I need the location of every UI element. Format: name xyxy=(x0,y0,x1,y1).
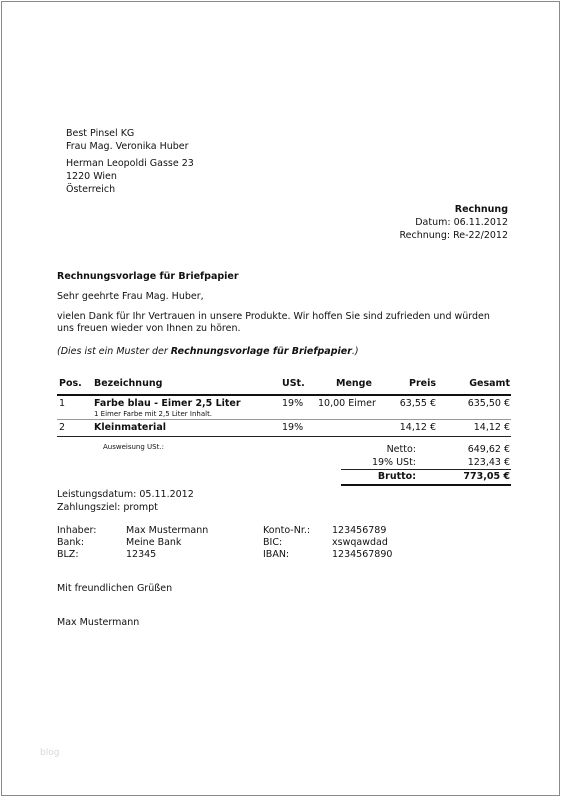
row-sub-description: 1 Eimer Farbe mit 2,5 Liter Inhalt. xyxy=(94,410,213,418)
brutto-double-rule xyxy=(341,484,511,486)
row-bezeichnung: Farbe blau - Eimer 2,5 Liter xyxy=(94,398,241,409)
note-bold: Rechnungsvorlage für Briefpapier xyxy=(170,346,352,357)
col-header-bezeichnung: Bezeichnung xyxy=(94,378,163,389)
row-divider xyxy=(57,419,511,420)
leistungsdatum: Leistungsdatum: 05.11.2012 xyxy=(57,489,194,500)
bic-label: BIC: xyxy=(263,537,283,548)
sender-contact: Frau Mag. Veronika Huber xyxy=(66,141,189,152)
note xyxy=(57,345,359,358)
sender-city: 1220 Wien xyxy=(66,171,117,182)
closing: Mit freundlichen Grüßen xyxy=(57,583,173,594)
ust-label: 19% USt: xyxy=(371,457,416,468)
sender-street: Herman Leopoldi Gasse 23 xyxy=(66,158,194,169)
col-header-preis: Preis xyxy=(408,378,436,389)
subject: Rechnungsvorlage für Briefpapier xyxy=(57,271,239,282)
row-preis: 63,55 € xyxy=(399,398,436,409)
blz-value: 12345 xyxy=(126,549,157,560)
ust-value: 123,43 € xyxy=(467,457,510,468)
invoice-heading: Rechnung xyxy=(454,204,508,215)
row-gesamt: 635,50 € xyxy=(467,398,510,409)
brutto-label: Brutto: xyxy=(377,471,416,482)
col-header-ust: USt. xyxy=(282,378,305,389)
netto-value: 649,62 € xyxy=(467,444,510,455)
sender-country: Österreich xyxy=(66,184,116,195)
row-pos: 1 xyxy=(59,398,66,409)
row-gesamt: 14,12 € xyxy=(473,422,510,433)
table-header-rule xyxy=(57,394,511,396)
iban-value: 1234567890 xyxy=(332,549,393,560)
sender-company: Best Pinsel KG xyxy=(66,128,135,139)
watermark: blog xyxy=(40,748,60,758)
row-bezeichnung: Kleinmaterial xyxy=(94,422,166,433)
ausweisung-label: Ausweisung USt.: xyxy=(103,443,164,451)
row-preis: 14,12 € xyxy=(399,422,436,433)
iban-label: IBAN: xyxy=(263,549,290,560)
bank-label: Bank: xyxy=(57,537,85,548)
row-ust: 19% xyxy=(282,422,304,433)
note-prefix: (Dies ist ein Muster der xyxy=(57,346,171,357)
col-header-menge: Menge xyxy=(336,378,372,389)
body-line-1: vielen Dank für Ihr Vertrauen in unsere Produkte. Wir hoffen Sie sind zufrieden und würden xyxy=(57,311,490,322)
bic-value: xswqawdad xyxy=(332,537,388,548)
invoice-date: Datum: 06.11.2012 xyxy=(415,217,508,228)
row-pos: 2 xyxy=(59,422,66,433)
body-line-2: uns freuen wieder von Ihnen zu hören. xyxy=(57,323,241,334)
netto-label: Netto: xyxy=(386,444,416,455)
signature: Max Mustermann xyxy=(57,617,140,628)
col-header-pos: Pos. xyxy=(59,378,82,389)
table-bottom-rule xyxy=(57,436,511,437)
salutation: Sehr geehrte Frau Mag. Huber, xyxy=(57,291,204,302)
row-ust: 19% xyxy=(282,398,304,409)
invoice-number: Rechnung: Re-22/2012 xyxy=(399,230,508,241)
konto-value: 123456789 xyxy=(332,525,387,536)
note-suffix: .) xyxy=(351,346,359,357)
bank-value: Meine Bank xyxy=(126,537,182,548)
row-menge: 10,00 Eimer xyxy=(318,398,376,409)
inhaber-value: Max Mustermann xyxy=(126,525,209,536)
blz-label: BLZ: xyxy=(57,549,79,560)
konto-label: Konto-Nr.: xyxy=(263,525,311,536)
col-header-gesamt: Gesamt xyxy=(469,378,510,389)
zahlungsziel: Zahlungsziel: prompt xyxy=(57,502,158,513)
inhaber-label: Inhaber: xyxy=(57,525,97,536)
brutto-value: 773,05 € xyxy=(463,471,510,482)
